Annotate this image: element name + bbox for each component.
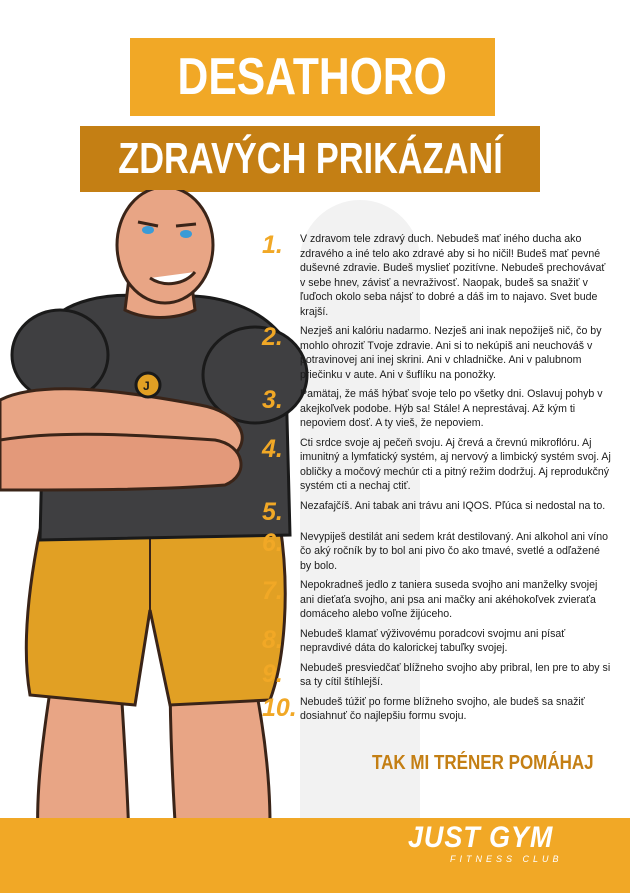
page-subtitle: ZDRAVÝCH PRIKÁZANÍ [117, 134, 503, 183]
commandment-text: Pamätaj, že máš hýbať svoje telo po všetky dni. Oslavuj pohyb v akejkoľvek podobe. Hýb sa! Stále! A neprestávaj. Až kým ti nepoviem dosť. A ty vieš, že nepoviem. [300, 388, 603, 429]
commandment-number: 5. [262, 497, 283, 526]
commandment-text: Nepokradneš jedlo z taniera suseda svojho ani manželky svojej ani dieťaťa svojho, ani psa ani mačky ani akéhokoľvek zvieraťa domáceho alebo voľne žijúceho. [300, 579, 598, 620]
list-item [262, 436, 612, 494]
list-item [262, 387, 612, 431]
commandment-text: Nebudeš klamať výživovému poradcovi svojmu ani písať nepravdivé dáta do kalorickej tabuľky svojej. [300, 627, 566, 654]
commandment-text: Nevypiješ destilát ani sedem krát destilovaný. Ani alkohol ani víno čo aký ročník by to bol ani pivo čo ako tmavé, svetlé a odľažené by bolo. [300, 530, 608, 572]
commandment-number: 2. [262, 323, 283, 351]
commandment-number: 4. [262, 434, 283, 463]
list-item [262, 324, 612, 382]
commandment-number: 3. [262, 386, 283, 414]
commandment-text: V zdravom tele zdravý duch. Nebudeš mať iného ducha ako zdravého a iné telo ako zdravé aby si ho ničil! Budeš mať pevné duševné zdravie. Budeš myslieť pozitívne. Nebudeš prechovávať v sebe hnev, závisť a nevraživosť. Naopak, budeš sa snažiť v ľuďoch okolo seba nájsť to dobré a dáš im to najavo. Svet bude krajší. [300, 233, 606, 318]
commandment-text: Nebudeš túžiť po forme blížneho svojho, ale budeš sa snažiť dosiahnuť čo najlepšiu formu svoju. [300, 695, 585, 722]
commandment-text: Nezješ ani kalóriu nadarmo. Nezješ ani inak nepožiješ nič, čo by mohlo ohroziť Tvoje zdravie. Ani si to nekúpiš ani neuchováš v potravinovej ani inej skrini. Ani v chladničke. Ani v palubnom priečinku v aute. Ani v šuflíku na ponožky. [300, 325, 602, 381]
commandment-number: 10. [262, 693, 297, 722]
list-item [262, 695, 612, 724]
commandment-number: 9. [262, 659, 283, 688]
commandments-list [262, 232, 612, 729]
commandment-number: 1. [262, 231, 283, 259]
commandment-text: Cti srdce svoje aj pečeň svoju. Aj črevá a črevnú mikroflóru. Aj imunitný a lymfatický systém, aj nervový a limbický systém svoj. Aj obličky a močový mechúr cti a pitný režim dodržuj. Aj reprodukčný systém cti a nechaj ctiť. [300, 436, 611, 492]
list-item [262, 499, 612, 525]
list-item [262, 627, 612, 656]
commandment-text: Nebudeš presviedčať blížneho svojho aby pribral, len pre to aby si sa ty cítil štíhlejší. [300, 661, 611, 688]
commandment-number: 8. [262, 625, 283, 654]
list-item [262, 232, 612, 319]
subtitle-banner [80, 126, 540, 192]
tagline: TAK MI TRÉNER POMÁHAJ [372, 752, 594, 774]
list-item [262, 661, 612, 690]
logo-subtitle: FITNESS CLUB [450, 854, 563, 864]
logo-name: JUST GYM [408, 821, 554, 854]
commandment-number: 7. [262, 577, 283, 605]
page-title: DESATHORO [177, 48, 448, 106]
commandment-number: 6. [262, 528, 283, 557]
list-item [262, 530, 612, 574]
just-gym-logo [408, 822, 578, 882]
title-banner [130, 38, 495, 116]
commandment-text: Nezafajčíš. Ani tabak ani trávu ani IQOS. Pľúca si nedostal na to. [300, 499, 606, 512]
list-item [262, 578, 612, 622]
svg-text:J: J [143, 379, 150, 393]
